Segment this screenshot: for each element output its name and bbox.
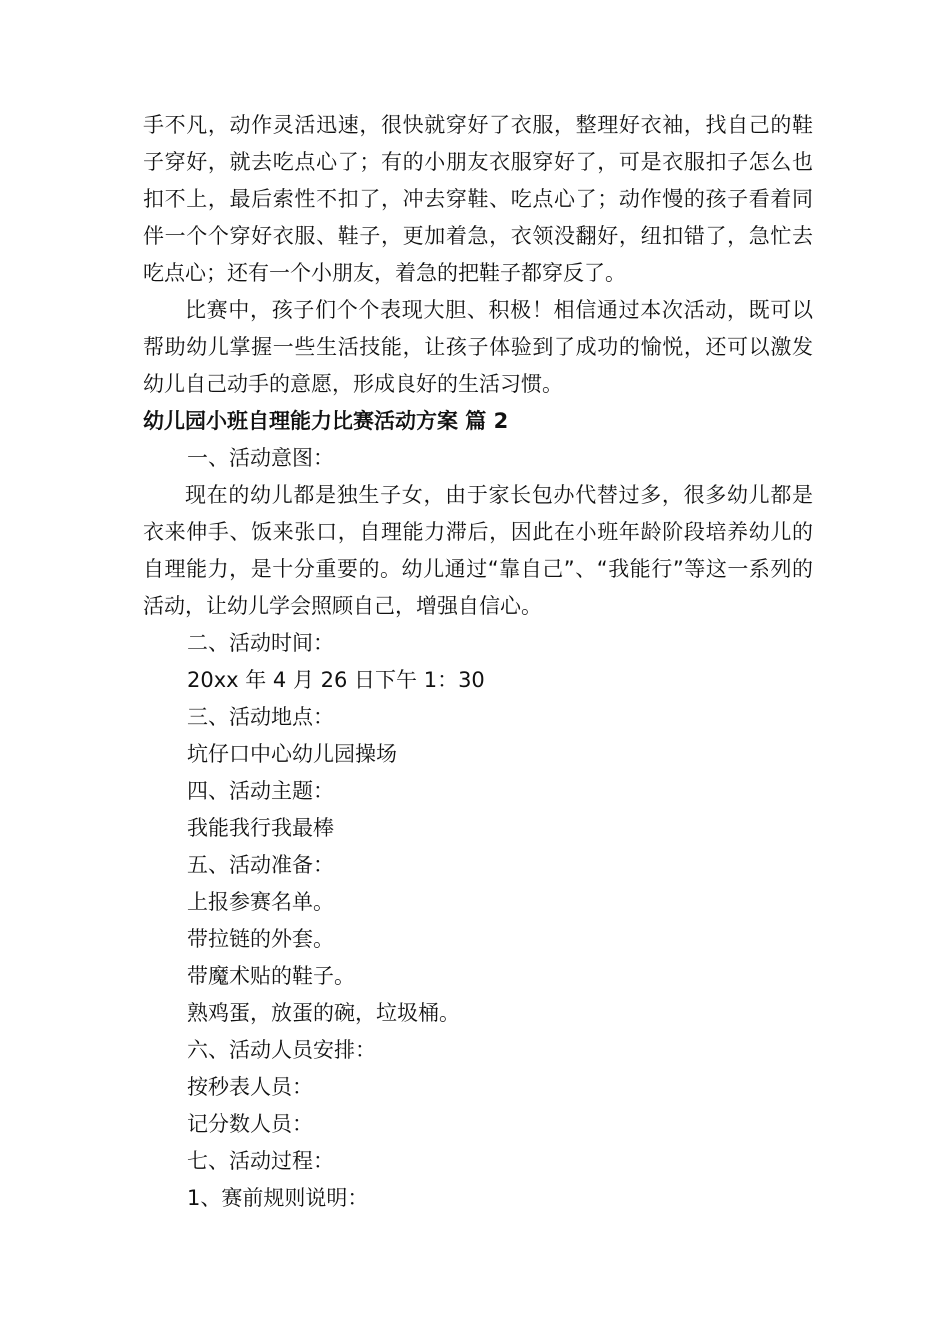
activity-time: 20xx 年 4 月 26 日下午 1：30 [187,668,485,692]
section-title-intent: 一、活动意图： [187,446,334,470]
list-item: 按秒表人员： [187,1075,313,1099]
section-heading: 幼儿园小班自理能力比赛活动方案 篇 2 [143,409,509,433]
subsection-rules: 1、赛前规则说明： [187,1186,369,1210]
section-title-time: 二、活动时间： [187,631,334,655]
activity-theme: 我能我行我最棒 [187,816,334,840]
activity-location: 坑仔口中心幼儿园操场 [187,742,397,766]
paragraph-summary: 比赛中，孩子们个个表现大胆、积极！相信通过本次活动，既可以帮助幼儿掌握一些生活技能，让孩子体验到了成功的愉悦，还可以激发幼儿自己动手的意愿，形成良好的生活习惯。 [143,298,813,396]
list-item: 记分数人员： [187,1112,313,1136]
section-title-preparation: 五、活动准备： [187,853,334,877]
section-title-staff: 六、活动人员安排： [187,1038,376,1062]
list-item: 带拉链的外套。 [187,927,334,951]
document-page [143,107,813,1217]
section-title-location: 三、活动地点： [187,705,334,729]
list-item: 上报参赛名单。 [187,890,334,914]
section-title-process: 七、活动过程： [187,1149,334,1173]
paragraph-intent: 现在的幼儿都是独生子女，由于家长包办代替过多，很多幼儿都是衣来伸手、饭来张口，自理能力滞后，因此在小班年龄阶段培养幼儿的自理能力，是十分重要的。幼儿通过“靠自己”、“我能行”等这一系列的活动，让幼儿学会照顾自己，增强自信心。 [143,483,813,618]
section-title-theme: 四、活动主题： [187,779,334,803]
list-item: 带魔术贴的鞋子。 [187,964,355,988]
list-item: 熟鸡蛋，放蛋的碗，垃圾桶。 [187,1001,460,1025]
paragraph-continuation: 手不凡，动作灵活迅速，很快就穿好了衣服，整理好衣袖，找自己的鞋子穿好，就去吃点心了；有的小朋友衣服穿好了，可是衣服扣子怎么也扣不上，最后索性不扣了，冲去穿鞋、吃点心了；动作慢的孩子看着同伴一个个穿好衣服、鞋子，更加着急，衣领没翻好，纽扣错了，急忙去吃点心；还有一个小朋友，着急的把鞋子都穿反了。 [143,113,813,285]
